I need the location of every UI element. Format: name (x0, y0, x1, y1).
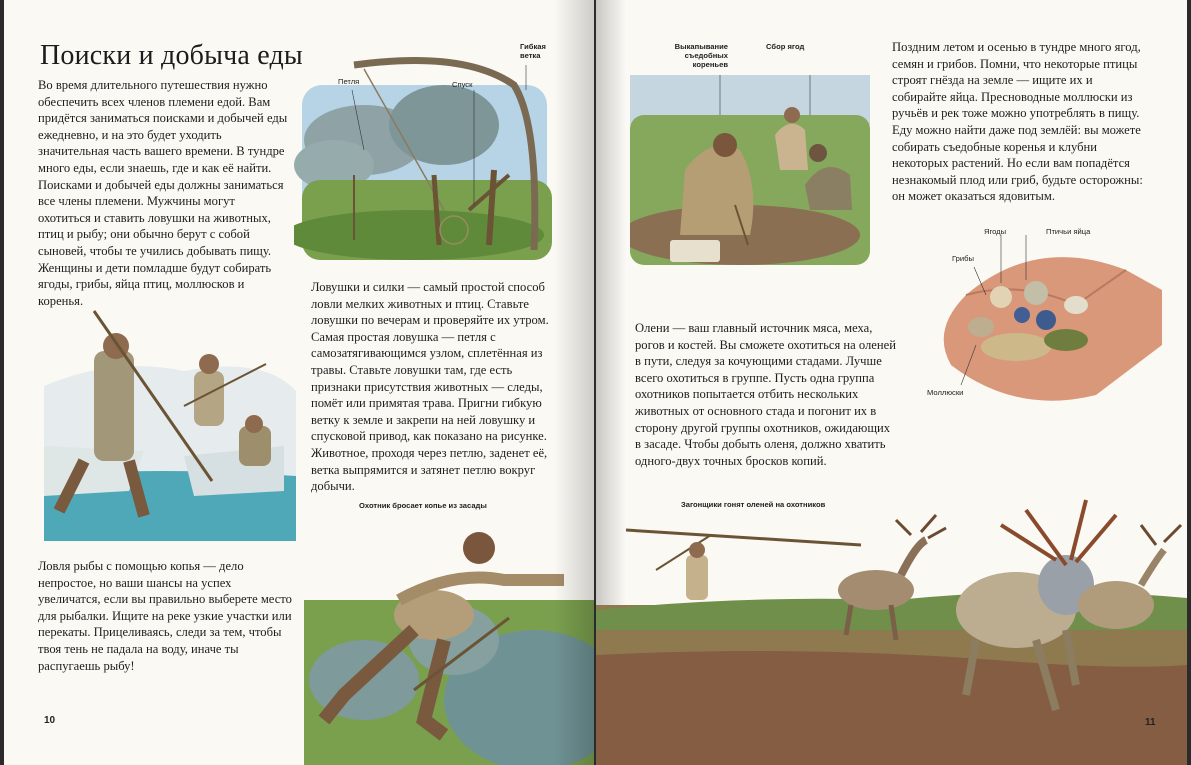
intro-paragraph: Во время длительного путешествия нужно обеспечить всех членов племени едой. Вам придётся заниматься поисками и добычей еды ежедневно, и на это будет уходить значительная часть вашего времени. В тундре много еды, если знаешь, где и как её найти. Поисками и добычей еды должны заниматься все члены племени. Мужчины могут охотиться и ставить ловушки на животных, птиц и рыбу; они обычно берут с собой сыновей, чтобы те учились добывать пищу. Женщины и дети помладше будут собирать ягоды, грибы, яйца птиц, моллюсков и коренья. (38, 78, 288, 308)
page-number-right: 11 (1145, 717, 1156, 728)
page-number-left: 10 (44, 715, 56, 726)
autumn-paragraph: Поздним летом и осенью в тундре много ягод, семян и грибов. Помни, что некоторые птицы строят гнёзда на земле — ищите их и собирайте яйца. Пресноводные моллюски из ручьёв и рек тоже можно употреблять в пищу. Еду можно найти даже под землёй: вы можете собирать съедобные коренья и клубни некоторых растений. Но если вам попадётся незнакомый плод или гриб, будьте осторожны: он может оказаться ядовитым. (892, 40, 1143, 204)
hand-label-mushrooms: Грибы (952, 254, 974, 263)
trap-label-branch: Гибкая ветка (520, 42, 546, 60)
hand-label-eggs: Птичьи яйца (1046, 227, 1091, 236)
spear-fishing-illustration (34, 296, 299, 546)
gathering-illustration (630, 75, 870, 270)
hand-label-berries: Ягоды (984, 227, 1007, 236)
trap-label-loop: Петля (338, 77, 360, 86)
reindeer-drive-illustration (596, 480, 1187, 765)
page-title: Поиски и добыча еды (40, 40, 303, 71)
gather-label-roots: Выкапывание съедобных кореньев (674, 42, 728, 69)
gather-label-berries: Сбор ягод (766, 42, 805, 51)
traps-paragraph: Ловушки и силки — самый простой способ ловли мелких животных и птиц. Ставьте ловушки по вечерам и проверяйте их утром. Самая простая ловушка — петля с самозатягивающимся узлом, сплетённая из травы. Ставьте ловушки там, где есть признаки присутствия животных — следы, помёт или примятая трава. Пригни гибкую ветку к земле и закрепи на ней ловушку и спусковой привод, как показано на рисунке. Животное, проходя через петлю, заденет её, ветка выпрямится и затянет петлю вокруг добычи. (311, 280, 549, 494)
left-page (4, 0, 594, 765)
gutter-shadow-left (554, 0, 594, 765)
fishing-paragraph: Ловля рыбы с помощью копья — дело непростое, но ваши шансы на успех увеличатся, если вы правильно выберете место для рыбалки. Ищите на реке узкие участки или перекаты. Прицеливаясь, следи за тем, чтобы твоя тень не падала на воду, иначе ты распугаешь рыбу! (38, 559, 292, 673)
right-page (596, 0, 1187, 765)
drivers-caption: Загонщики гонят оленей на охотников (681, 500, 826, 509)
trap-label-trigger: Спуск (452, 80, 473, 89)
hand-label-molluscs: Моллюски (927, 388, 964, 397)
ambush-hunter-illustration (304, 520, 594, 765)
snare-trap-illustration (294, 45, 559, 265)
deer-paragraph: Олени — ваш главный источник мяса, меха, рогов и костей. Вы сможете охотиться на оленей в пути, следуя за кочующими стадами. Лучше всего охотиться в группе. Пусть одна группа охотников попытается отбить нескольких животных от основного стада и погонит их в сторону другой группы охотников, ожидающих в засаде. Чтобы добыть оленя, должно хватить одного-двух точных бросков копий. (635, 321, 896, 468)
hunter-caption: Охотник бросает копье из засады (359, 501, 487, 510)
